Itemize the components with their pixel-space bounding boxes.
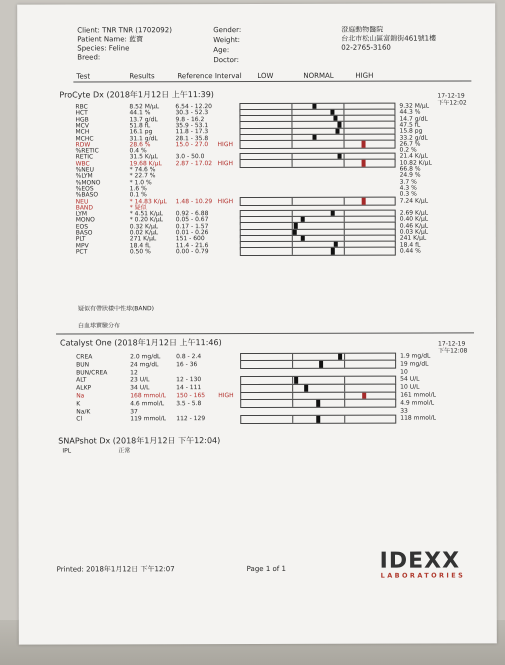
- range-gauge: [240, 247, 396, 256]
- result-reference: 0.8 - 2.4: [176, 353, 202, 361]
- result-value: 31.1 g/dL: [129, 134, 158, 142]
- gauge-marker: [362, 198, 366, 205]
- previous-result: 3.7 %: [399, 178, 417, 186]
- result-reference: 3.5 - 5.8: [176, 399, 202, 408]
- range-gauge: [240, 415, 396, 424]
- result-value: * 1.0 %: [129, 178, 152, 186]
- lab-report-page: [17, 3, 497, 644]
- gauge-marker: [331, 248, 335, 255]
- result-value: 119 mmol/L: [130, 415, 167, 423]
- result-value: * 0.20 K/μL: [129, 216, 164, 224]
- result-value: * 22.7 %: [129, 172, 156, 180]
- result-reference: 30.3 - 52.3: [175, 109, 209, 117]
- previous-result: 2.69 K/μL: [399, 209, 429, 217]
- result-value: 8.52 M/μL: [129, 103, 160, 111]
- result-test-name: MCV: [75, 122, 89, 130]
- previous-result: 21.4 K/μL: [399, 152, 428, 161]
- previous-result: 10 U/L: [400, 383, 420, 391]
- previous-result: 0.03 K/μL: [399, 228, 429, 236]
- clinic-phone: 02-2765-3160: [341, 43, 391, 52]
- gauge-divider: [344, 248, 345, 255]
- previous-result: 47.5 fL: [399, 121, 421, 129]
- previous-result: 1.9 mg/dL: [400, 352, 431, 360]
- result-test-name: PLT: [75, 235, 86, 243]
- previous-result: 10: [400, 368, 408, 376]
- result-reference: 3.0 - 50.0: [175, 153, 205, 161]
- result-test-name: BAND: [75, 204, 94, 212]
- result-reference: 6.54 - 12.20: [175, 103, 212, 111]
- gauge-divider: [293, 416, 294, 423]
- previous-result: 0.40 K/μL: [399, 215, 429, 224]
- section-title: ProCyte Dx (2018年1月12日 上午11:39): [59, 90, 214, 100]
- result-value: 31.5 K/μL: [129, 153, 158, 161]
- result-reference: 15.0 - 27.0: [175, 140, 209, 149]
- gauge-divider: [344, 400, 345, 407]
- previous-result: 10.82 K/μL: [399, 159, 432, 167]
- result-test-name: ALKP: [76, 384, 92, 392]
- result-reference: 14 - 111: [176, 384, 202, 392]
- result-value: 1.6 %: [129, 185, 147, 193]
- previous-result: 241 K/μL: [399, 234, 427, 242]
- previous-result: 14.7 g/dL: [399, 115, 428, 123]
- result-test-name: BUN: [76, 361, 90, 369]
- result-test-name: LYM: [75, 210, 88, 218]
- result-reference: 12 - 130: [176, 376, 202, 384]
- previous-result: 9.32 M/μL: [399, 102, 430, 110]
- gauge-divider: [344, 361, 345, 368]
- result-value: 18.4 fL: [129, 241, 151, 249]
- result-value: 34 U/L: [130, 384, 150, 392]
- result-test-name: RDW: [75, 141, 91, 149]
- range-gauge: [240, 159, 396, 168]
- result-test-name: MPV: [75, 242, 89, 250]
- result-reference: 2.87 - 17.02: [175, 159, 213, 167]
- result-reference: 16 - 36: [176, 360, 198, 369]
- section-divider: [56, 332, 474, 334]
- idexx-logo: IDEXX: [379, 548, 461, 574]
- gender: Gender:: [213, 26, 242, 35]
- result-test-name: %NEU: [75, 166, 94, 174]
- result-value: 28.6 %: [129, 141, 151, 149]
- previous-result: 24.9 %: [399, 171, 421, 179]
- result-test-name: Cl: [76, 415, 83, 423]
- gauge-divider: [292, 198, 293, 205]
- doctor: Doctor:: [213, 56, 239, 65]
- gauge-marker: [316, 400, 320, 407]
- previous-result: 18.4 fL: [399, 241, 421, 249]
- gauge-divider: [343, 198, 344, 205]
- previous-result: 0.3 %: [399, 190, 417, 198]
- result-flag: HIGH: [217, 159, 234, 167]
- result-test-name: MCH: [75, 128, 90, 136]
- age: Age:: [213, 46, 230, 55]
- result-reference: 0.01 - 0.26: [175, 229, 209, 237]
- gauge-marker: [316, 416, 320, 423]
- result-test-name: Na/K: [76, 408, 91, 416]
- result-test-name: MCHC: [75, 134, 94, 142]
- section-time: 下午12:08: [438, 347, 468, 355]
- result-value: 0.50 %: [129, 248, 151, 256]
- result-reference: 35.9 - 53.1: [175, 122, 209, 130]
- result-test-name: %BASO: [75, 191, 99, 199]
- result-value: 51.8 fL: [129, 122, 151, 130]
- result-reference: 11.8 - 17.3: [175, 128, 209, 136]
- previous-result: 7.24 K/μL: [399, 197, 429, 205]
- gauge-divider: [343, 160, 344, 167]
- result-test-name: CREA: [76, 353, 93, 361]
- previous-result: 0.46 K/μL: [399, 222, 429, 230]
- result-value: * 74.6 %: [129, 166, 156, 174]
- result-test-name: HGB: [75, 116, 89, 124]
- clinic-name: 澄庭動物醫院: [341, 25, 384, 34]
- result-test-name: BUN/CREA: [76, 368, 108, 377]
- patient-name: Patient Name: 藍寶: [77, 35, 144, 44]
- laboratories-label: LABORATORIES: [380, 571, 466, 580]
- result-value: * 14.83 K/μL: [129, 197, 167, 205]
- previous-result: 0.2 %: [399, 146, 417, 154]
- result-reference: 112 - 129: [176, 415, 206, 423]
- result-value: 12: [130, 368, 138, 376]
- result-test-name: %LYM: [75, 172, 93, 180]
- col-test: Test: [76, 72, 91, 81]
- gauge-marker: [319, 361, 323, 368]
- gauge-divider: [292, 361, 293, 368]
- result-reference: 0.17 - 1.57: [175, 222, 209, 230]
- client-label: Client: TNR TNR (1702092): [77, 26, 172, 35]
- result-reference: 1.48 - 10.29: [175, 197, 213, 205]
- result-reference: 11.4 - 21.6: [175, 241, 209, 249]
- section-title: Catalyst One (2018年1月12日 上午11:46): [60, 338, 222, 348]
- result-test-name: RETIC: [75, 153, 94, 161]
- gauge-marker: [362, 141, 366, 148]
- section-note: 白血球實驗分布: [77, 322, 121, 330]
- result-value: 0.1 %: [129, 191, 147, 199]
- result-test-name: %MONO: [75, 179, 101, 187]
- result-value: 37: [130, 407, 138, 415]
- result-flag: HIGH: [217, 197, 234, 205]
- snapshot-result: 正常: [118, 447, 131, 455]
- col-results: Results: [129, 72, 155, 81]
- result-value: 271 K/μL: [129, 235, 157, 243]
- result-test-name: Na: [76, 392, 85, 400]
- result-value: 13.7 g/dL: [129, 115, 158, 123]
- result-test-name: EOS: [75, 223, 89, 231]
- range-gauge: [240, 140, 396, 149]
- printed-date: Printed: 2018年1月12日 下午12:07: [56, 565, 175, 574]
- species: Species: Feline: [77, 44, 130, 53]
- previous-result: 0.44 %: [399, 247, 421, 255]
- breed: Breed:: [77, 53, 101, 62]
- result-flag: HIGH: [217, 140, 233, 148]
- header-divider: [73, 80, 471, 82]
- result-test-name: %RETIC: [75, 147, 99, 155]
- col-low: LOW: [257, 71, 274, 80]
- result-reference: 0.00 - 0.79: [175, 248, 209, 256]
- gauge-divider: [292, 141, 293, 148]
- result-test-name: WBC: [75, 160, 90, 168]
- result-test-name: PCT: [75, 248, 88, 256]
- result-test-name: MONO: [75, 216, 95, 224]
- previous-result: 15.8 pg: [399, 127, 423, 135]
- result-value: 19.68 K/μL: [129, 159, 162, 168]
- range-gauge: [240, 197, 396, 206]
- previous-result: 33: [400, 407, 408, 415]
- section-date: 17-12-19: [437, 92, 465, 100]
- result-test-name: NEU: [75, 197, 89, 205]
- previous-result: 118 mmol/L: [400, 414, 437, 423]
- range-gauge: [240, 399, 396, 408]
- section-time: 下午12:02: [437, 99, 467, 107]
- result-reference: 28.1 - 35.8: [175, 134, 209, 142]
- section-date: 17-12-19: [438, 340, 466, 348]
- previous-result: 26.7 %: [399, 140, 421, 148]
- result-value: 2.0 mg/dL: [130, 353, 161, 361]
- gauge-divider: [343, 141, 344, 148]
- gauge-marker: [362, 160, 366, 167]
- col-normal: NORMAL: [303, 71, 334, 80]
- previous-result: 4.9 mmol/L: [400, 399, 435, 407]
- col-reference: Reference Interval: [177, 72, 242, 81]
- section-note: 疑似有帶狀樣中性球(BAND): [77, 305, 154, 313]
- result-reference: 150 - 165: [176, 392, 206, 400]
- result-value: 0.02 K/μL: [129, 229, 159, 237]
- previous-result: 19 mg/dL: [400, 360, 429, 368]
- gauge-divider: [292, 248, 293, 255]
- gauge-divider: [292, 160, 293, 167]
- result-value: 0.4 %: [129, 147, 147, 155]
- snapshot-title: SNAPshot Dx (2018年1月12日 下午12:04): [58, 436, 221, 446]
- range-gauge: [240, 360, 396, 369]
- result-reference: 0.92 - 6.88: [175, 210, 209, 218]
- result-test-name: %EOS: [75, 185, 94, 193]
- result-test-name: K: [76, 400, 81, 408]
- previous-result: 54 U/L: [400, 375, 420, 384]
- previous-result: 44.3 %: [399, 108, 421, 116]
- previous-result: 33.2 g/dL: [399, 134, 428, 142]
- result-test-name: BASO: [75, 229, 93, 237]
- page-number: Page 1 of 1: [246, 564, 286, 574]
- previous-result: 66.8 %: [399, 165, 421, 173]
- result-test-name: HCT: [75, 109, 88, 117]
- gauge-divider: [344, 416, 345, 423]
- previous-result: 161 mmol/L: [400, 391, 436, 399]
- result-value: 16.1 pg: [129, 128, 153, 136]
- result-test-name: RBC: [75, 103, 88, 111]
- gauge-divider: [292, 400, 293, 407]
- result-test-name: ALT: [76, 376, 87, 384]
- result-value: * 4.51 K/μL: [129, 210, 164, 218]
- result-value: 24 mg/dL: [130, 361, 159, 369]
- previous-result: 4.3 %: [399, 184, 417, 192]
- weight: Weight:: [213, 36, 241, 45]
- result-reference: 151 - 600: [175, 235, 205, 243]
- col-high: HIGH: [355, 71, 374, 80]
- result-reference: 9.8 - 16.2: [175, 115, 205, 123]
- result-value: * 疑似: [129, 204, 147, 212]
- clinic-address: 台北市松山區富錦街461號1樓: [341, 34, 437, 43]
- result-value: 4.6 mmol/L: [130, 400, 165, 408]
- result-reference: 0.05 - 0.67: [175, 216, 209, 224]
- result-value: 168 mmol/L: [130, 392, 166, 400]
- snapshot-test: IPL: [62, 447, 72, 455]
- result-flag: HIGH: [218, 392, 234, 400]
- result-value: 0.32 K/μL: [129, 222, 159, 231]
- result-value: 44.1 %: [129, 109, 151, 117]
- result-value: 23 U/L: [130, 376, 150, 384]
